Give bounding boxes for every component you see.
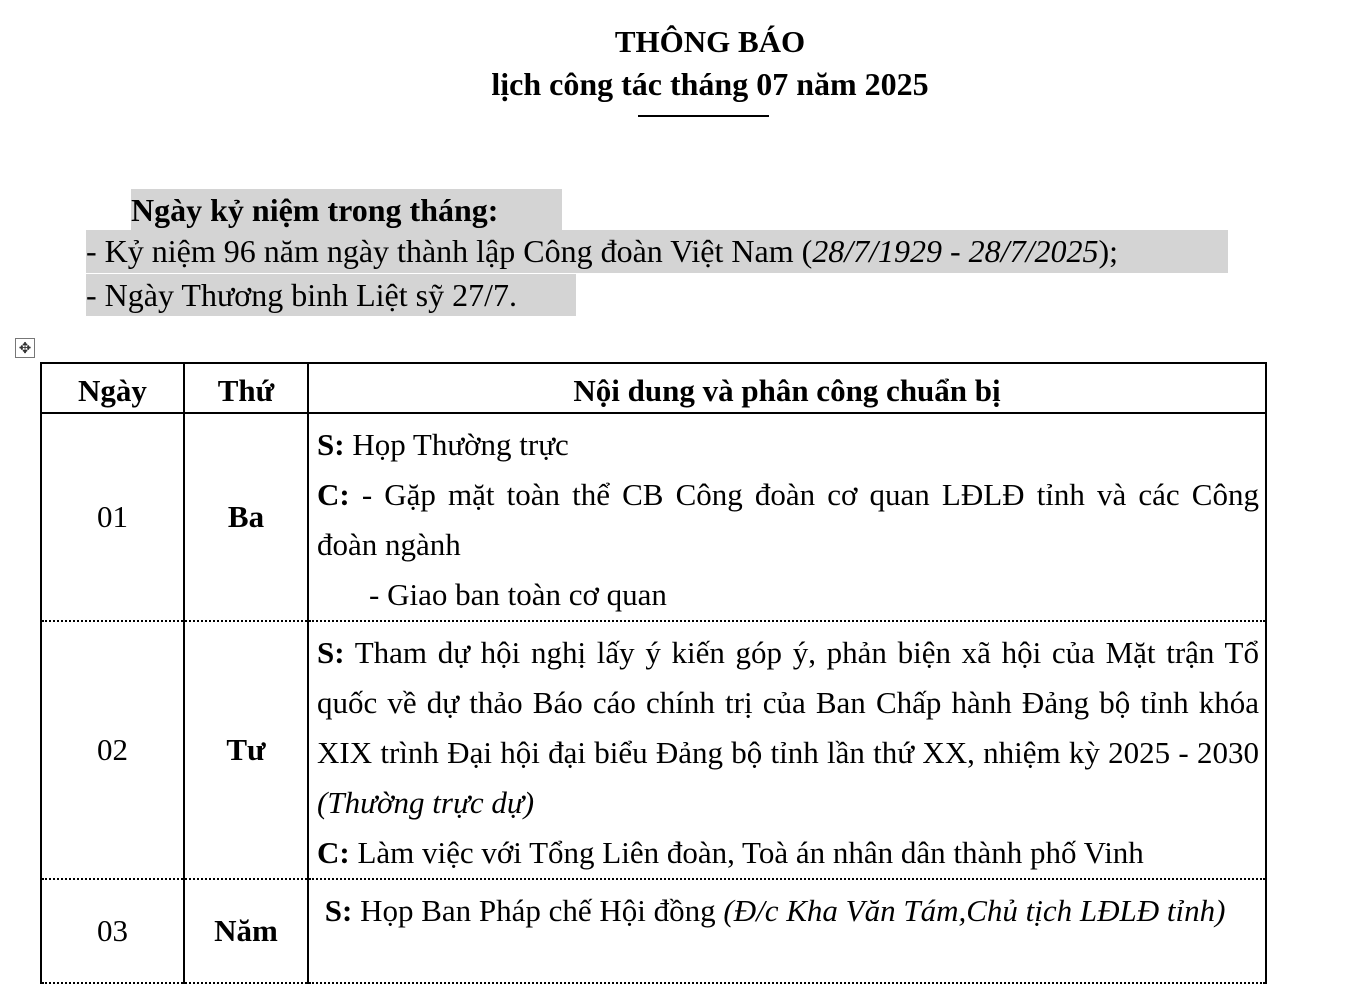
anniversary-heading: Ngày kỷ niệm trong tháng: [131,189,562,231]
morning-entry: S: Tham dự hội nghị lấy ý kiến góp ý, phản biện xã hội của Mặt trận Tổ quốc về dự thảo Báo cáo chính trị của Ban Chấp hành Đảng bộ tỉnh khóa XIX trình Đại hội đại biểu Đảng bộ tỉnh lần thứ XX, nhiệm kỳ 2025 - 2030 (Thường trực dự) [317,635,1259,820]
afternoon-entry-2: - Giao ban toàn cơ quan [369,577,667,612]
content-cell [308,621,1266,879]
table-row [41,413,1266,621]
morning-entry: S: Họp Ban Pháp chế Hội đồng (Đ/c Kha Văn Tám,Chủ tịch LĐLĐ tỉnh) [324,893,1226,928]
content-cell [308,879,1266,983]
weekday-cell: Tư [184,621,308,879]
anniversary-line-1 [86,230,1228,273]
table-move-handle-icon[interactable]: ✥ [15,338,35,358]
title-underline [638,115,769,117]
table-header-row [41,363,1266,413]
day-cell: 03 [41,879,184,983]
afternoon-entry: C: Làm việc với Tổng Liên đoàn, Toà án nhân dân thành phố Vinh [317,835,1144,870]
anniversary-line-2: - Ngày Thương binh Liệt sỹ 27/7. [86,274,576,316]
document-subtitle: lịch công tác tháng 07 năm 2025 [491,66,929,102]
anniversary-line-1-text: - Kỷ niệm 96 năm ngày thành lập Công đoàn Việt Nam (28/7/1929 - 28/7/2025); [86,233,1118,269]
column-header-day: Ngày [41,363,184,413]
schedule-table [40,362,1267,984]
column-header-weekday: Thứ [184,363,308,413]
day-cell: 02 [41,621,184,879]
table-row [41,879,1266,983]
document-title: THÔNG BÁO [614,24,806,59]
weekday-cell: Ba [184,413,308,621]
content-cell [308,413,1266,621]
day-cell: 01 [41,413,184,621]
morning-entry: S: Họp Thường trực [317,427,569,462]
afternoon-entry: C: - Gặp mặt toàn thể CB Công đoàn cơ quan LĐLĐ tỉnh và các Công đoàn ngành [317,477,1259,562]
table-row [41,621,1266,879]
column-header-content: Nội dung và phân công chuẩn bị [308,363,1266,413]
weekday-cell: Năm [184,879,308,983]
